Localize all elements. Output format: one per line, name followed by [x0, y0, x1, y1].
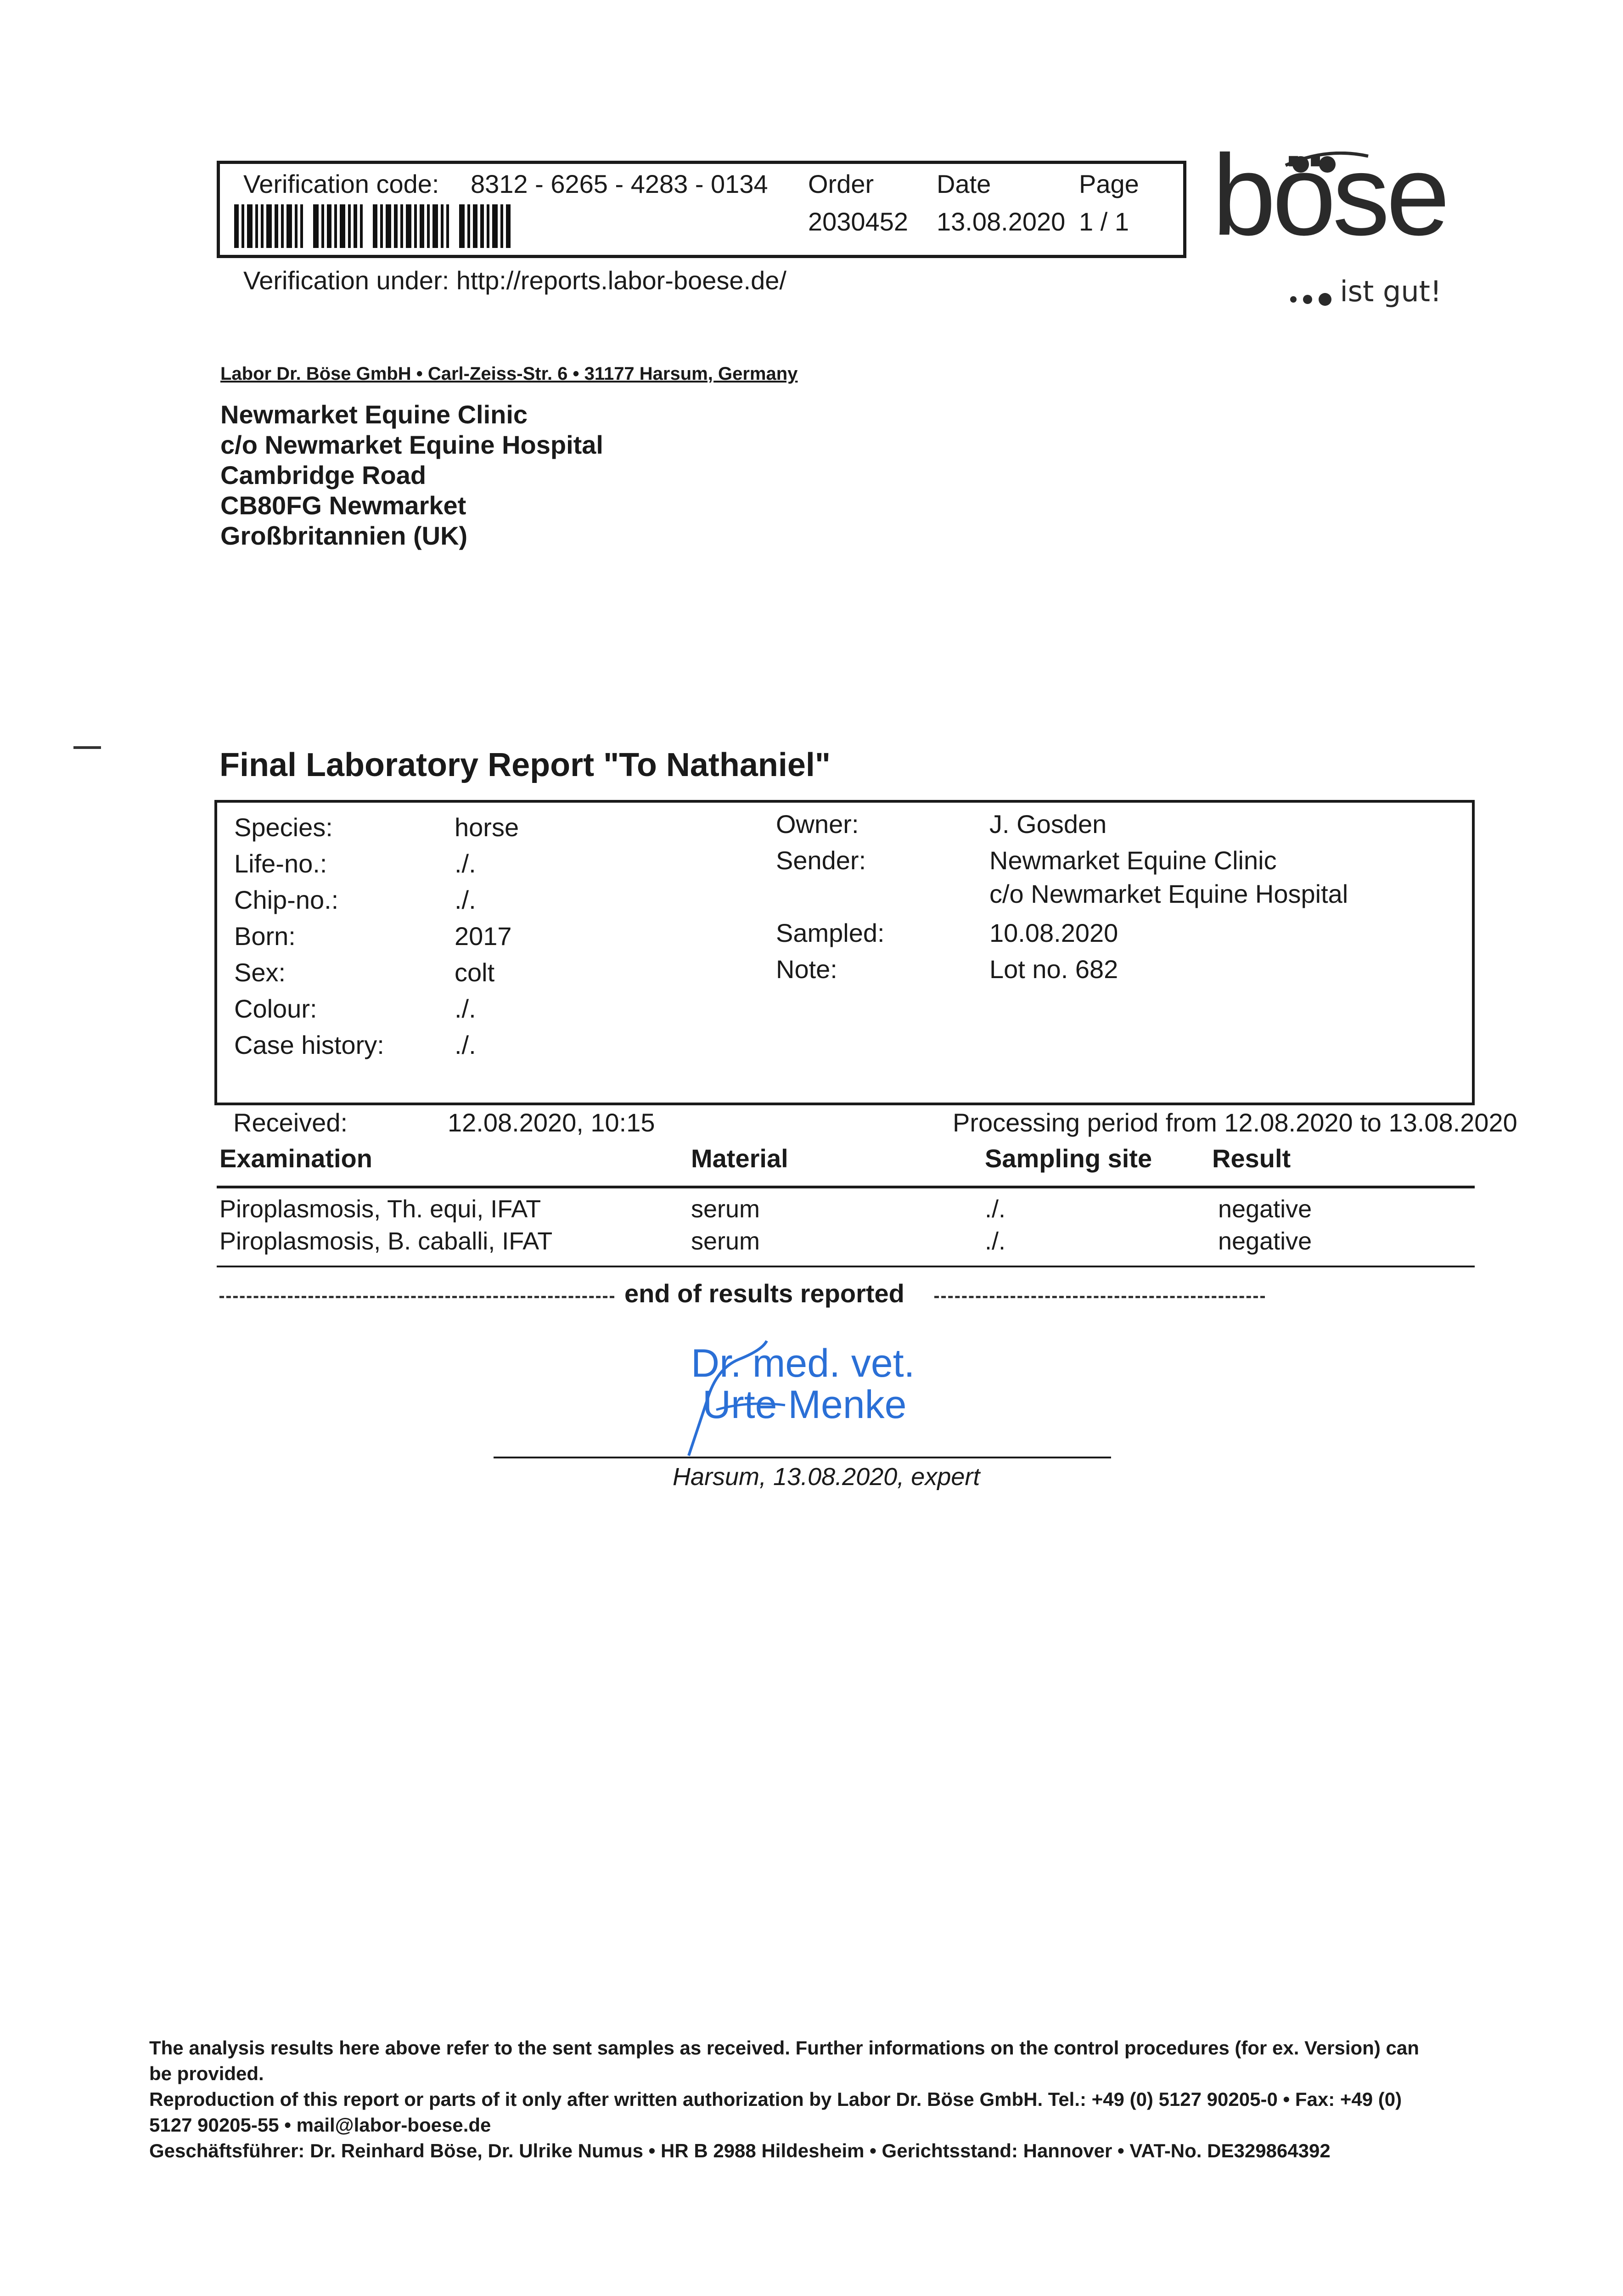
history-label: Case history: — [234, 1030, 384, 1059]
life-label: Life-no.: — [234, 849, 327, 878]
footer-reproduction: Reproduction of this report or parts of it only after written authorization by Labor Dr. Böse GmbH. Tel.: +49 (0) 5127 90205-0 • Fax: +49 (0) 5127 90205-55 • mail@labor-boese.de — [149, 2088, 1402, 2136]
date-value: 13.08.2020 — [937, 207, 1066, 236]
footer-disclaimer: The analysis results here above refer to the sent samples as received. Further informations on the control procedures (for ex. Version) can be provided. — [149, 2037, 1419, 2084]
life-value: ./. — [455, 849, 476, 878]
signature-title: Dr. med. vet. — [691, 1341, 915, 1385]
received-label: Received: — [233, 1108, 348, 1137]
recipient-line: Großbritannien (UK) — [220, 521, 468, 550]
col-material-header: Material — [691, 1144, 788, 1173]
chip-value: ./. — [455, 885, 476, 914]
species-value: horse — [455, 813, 519, 842]
order-value: 2030452 — [808, 207, 909, 236]
signature-caption: Harsum, 13.08.2020, expert — [673, 1463, 980, 1491]
col-site-header: Sampling site — [985, 1144, 1152, 1173]
page-value: 1 / 1 — [1079, 207, 1129, 236]
logo-wordmark: böse — [1212, 131, 1447, 259]
sender-label: Sender: — [776, 846, 866, 875]
recipient-line: Cambridge Road — [220, 461, 427, 490]
logo-tagline: ist gut! — [1340, 275, 1442, 308]
tagline-dots-icon — [1290, 295, 1338, 303]
col-examination-header: Examination — [219, 1144, 372, 1173]
site-cell: ./. — [985, 1227, 1006, 1255]
patient-values-left — [455, 809, 519, 1063]
history-value: ./. — [455, 1030, 476, 1059]
signature-rule — [494, 1457, 1111, 1458]
table-header-rule — [217, 1186, 1475, 1188]
footer-company: Geschäftsführer: Dr. Reinhard Böse, Dr. Ulrike Numus • HR B 2988 Hildesheim • Gerichtsstand: Hannover • VAT-No. DE329864392 — [149, 2140, 1331, 2161]
page-label: Page — [1079, 169, 1139, 198]
sender-value-1: Newmarket Equine Clinic — [989, 846, 1277, 875]
chip-label: Chip-no.: — [234, 885, 339, 914]
sender-address-line: Labor Dr. Böse GmbH • Carl-Zeiss-Str. 6 • 31177 Harsum, Germany — [220, 364, 798, 384]
sampled-label: Sampled: — [776, 918, 885, 947]
signature-name: Urte Menke — [702, 1383, 907, 1427]
recipient-line: Newmarket Equine Clinic — [220, 400, 528, 429]
sender-value-2: c/o Newmarket Equine Hospital — [989, 879, 1348, 908]
born-label: Born: — [234, 922, 296, 951]
received-value: 12.08.2020, 10:15 — [448, 1108, 655, 1137]
footer — [149, 2035, 1426, 2164]
material-cell: serum — [691, 1227, 760, 1255]
recipient-line: c/o Newmarket Equine Hospital — [220, 430, 603, 459]
report-title: Final Laboratory Report "To Nathaniel" — [219, 747, 831, 783]
col-result-header: Result — [1212, 1144, 1291, 1173]
logo-tagline-row — [1290, 275, 1442, 308]
verification-label: Verification code: — [243, 169, 439, 198]
examination-cell: Piroplasmosis, Th. equi, IFAT — [219, 1195, 541, 1223]
site-cell: ./. — [985, 1195, 1006, 1223]
end-dash-right — [934, 1296, 1265, 1298]
born-value: 2017 — [455, 922, 512, 951]
result-cell: negative — [1218, 1227, 1312, 1255]
order-label: Order — [808, 169, 874, 198]
verification-code: 8312 - 6265 - 4283 - 0134 — [471, 169, 768, 198]
note-label: Note: — [776, 955, 837, 984]
barcode — [234, 204, 556, 248]
note-value: Lot no. 682 — [989, 955, 1118, 984]
owner-value: J. Gosden — [989, 810, 1107, 838]
verification-url[interactable]: Verification under: http://reports.labor-boese.de/ — [243, 266, 786, 295]
recipient-line: CB80FG Newmarket — [220, 491, 466, 520]
material-cell: serum — [691, 1195, 760, 1223]
table-bottom-rule — [217, 1266, 1475, 1267]
end-dash-left — [219, 1296, 614, 1298]
sampled-value: 10.08.2020 — [989, 918, 1118, 947]
examination-cell: Piroplasmosis, B. caballi, IFAT — [219, 1227, 553, 1255]
recipient-address — [220, 400, 603, 551]
species-label: Species: — [234, 813, 333, 842]
patient-labels-left — [234, 809, 384, 1063]
processing-period: Processing period from 12.08.2020 to 13.08.2020 — [953, 1108, 1517, 1137]
colour-label: Colour: — [234, 994, 317, 1023]
sex-value: colt — [455, 958, 495, 987]
sex-label: Sex: — [234, 958, 286, 987]
end-of-results: end of results reported — [624, 1279, 904, 1308]
date-label: Date — [937, 169, 991, 198]
fold-mark — [73, 746, 101, 749]
signature-scribble-icon — [675, 1332, 794, 1460]
colour-value: ./. — [455, 994, 476, 1023]
owner-label: Owner: — [776, 810, 859, 838]
result-cell: negative — [1218, 1195, 1312, 1223]
